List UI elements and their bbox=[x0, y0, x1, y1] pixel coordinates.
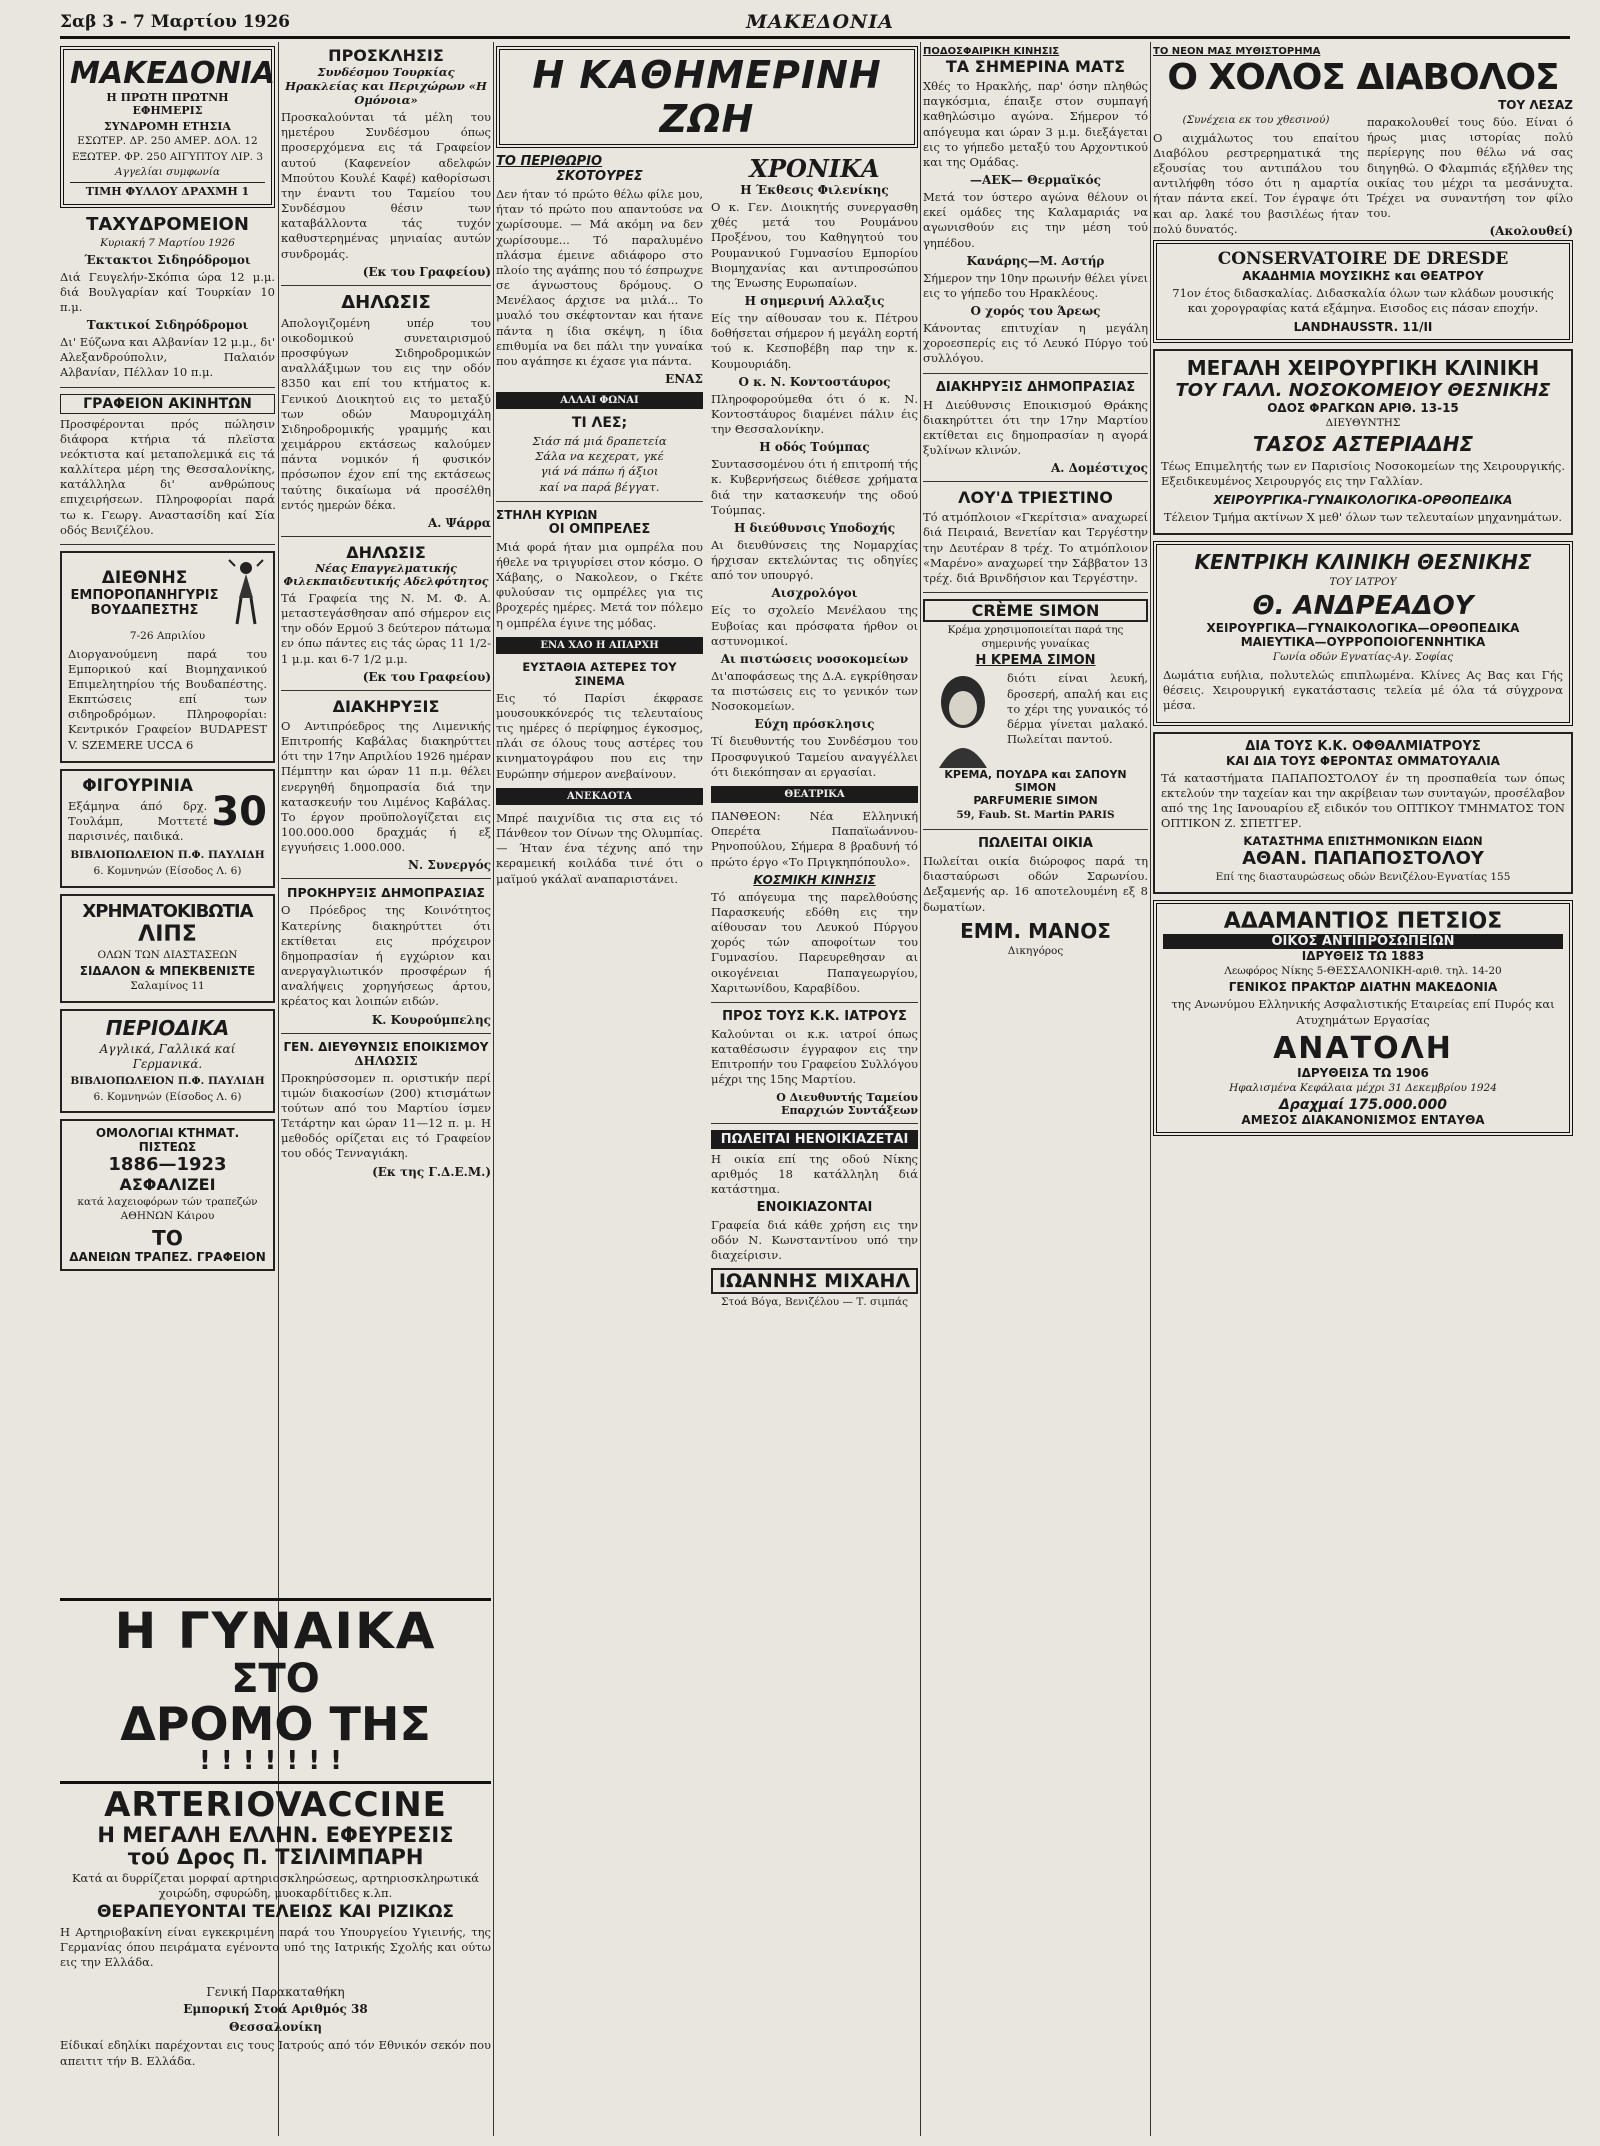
post-sub: Τακτικοί Σιδηρόδρομοι bbox=[86, 318, 249, 333]
column-5 bbox=[1153, 46, 1573, 2136]
theatre-banner: ΘΕΑΤΡΙΚΑ bbox=[711, 786, 918, 803]
clinic2-text: Δωμάτια ευήλια, πολυτελώς επιπλωμένα. Κλίνες Ας Βας και Γής θέσεις. Χειρουργική εγκατάστασις τελεία μέ όλα τά σύγχρονα μέσα. bbox=[1163, 667, 1563, 713]
auction-sig: Α. Δομέστιχος bbox=[1051, 461, 1148, 476]
issue-price: ΤΙΜΗ ΦΥΛΛΟΥ ΔΡΑΧΜΗ 1 bbox=[70, 182, 265, 198]
declaration-title: ΓΕΝ. ΔΙΕΥΘΥΝΣΙΣ ΕΠΟΙΚΙΣΜΟΥ bbox=[283, 1039, 489, 1054]
declaration-sig: Κ. Κουρούμπελης bbox=[371, 1012, 491, 1027]
figurine-text: Εξάμηνα άπό δρχ. Τουλάμπ, Μοττετέ παρισινές, παιδικά. bbox=[68, 798, 208, 844]
chronicle-head: Η οδός Τούμπας bbox=[759, 440, 870, 455]
insurance-text: κατά λαχειοφόρων τών τραπεζών ΑΘΗΝΩΝ Κάιρου bbox=[77, 1196, 258, 1222]
petsios-year: ΙΔΡΥΘΕΙΣ ΤΩ 1883 bbox=[1301, 948, 1425, 963]
lady-portrait-icon bbox=[923, 668, 1003, 768]
insurance-years: 1886—1923 bbox=[108, 1154, 227, 1176]
periphery-title: ΣΚΟΤΟΥΡΕΣ bbox=[556, 169, 643, 184]
lloyd-title: ΛΟΥ'Δ ΤΡΙΕΣΤΙΝΟ bbox=[958, 488, 1113, 508]
column-rule bbox=[493, 42, 494, 2136]
rent-title: ΕΝΟΙΚΙΑΖΟΝΤΑΙ bbox=[756, 1200, 873, 1216]
cinema-banner: ΕΝΑ ΧΑΟ Η ΑΠΑΡΧΗ bbox=[496, 637, 703, 654]
umbrellas-title: ΟΙ ΟΜΠΡΕΛΕΣ bbox=[548, 521, 651, 537]
clinic1-doctor: ΤΑΣΟΣ ΑΣΤΕΡΙΑΔΗΣ bbox=[1252, 432, 1474, 457]
lloyd-text: Τό ατμόπλοιον «Γκερίτσια» αναχωρεί διά Πειραιά, Βενετίαν και Τεργέστην την Δευτέραν 8 τρέχ. Το ατμόπλοιον «Μαρένο» αναχωρεί την Σάββατον 13 τρέχ. διά Βρινδήσιον και Τεργέστην. bbox=[923, 510, 1148, 585]
fair-dates: 7-26 Απριλίου bbox=[129, 629, 206, 642]
clinic1-sub: ΤΟΥ ΓΑΛΛ. ΝΟΣΟΚΟΜΕΙΟΥ ΘΕΣΝΙΚΗΣ bbox=[1175, 379, 1551, 401]
matches-text: Χθές το Ηρακλής, παρ' όσην πληθώς παγκόσμια, έπαιξε στον συμπαγή καθηλώσιμο αγώνα. Σήμερον τό απόγευμα και ώραν 3 μ.μ. διεξάγεται εις το γήπεδο μεταξύ του Αρχοντικού και της Ομάδας. bbox=[923, 79, 1148, 169]
figurine-title: ΦΙΓΟΥΡΙΝΙΑ bbox=[82, 775, 194, 796]
declaration-sig: (Εκ της Γ.Δ.Ε.Μ.) bbox=[372, 1164, 491, 1179]
chronicles-title: ΧΡΟΝΙΚΑ bbox=[749, 154, 880, 183]
ioannis-name: ΙΩΑΝΝΗΣ ΜΙΧΑΗΛ bbox=[711, 1268, 918, 1294]
realestate-title: ΓΡΑΦΕΙΟΝ ΑΚΙΝΗΤΩΝ bbox=[60, 394, 275, 414]
subscription-title: ΣΥΝΔΡΟΜΗ ΕΤΗΣΙΑ bbox=[104, 120, 231, 133]
woman-sub2: ΔΡΟΜΟ ΤΗΣ bbox=[120, 1696, 431, 1751]
clinic2-ad bbox=[1153, 541, 1573, 726]
match-head: —ΑΕΚ— Θερμαϊκός bbox=[970, 173, 1101, 188]
optics-text: Τά καταστήματα ΠΑΠΑΠΟΣΤΟΛΟΥ έν τη προσπαθεία των όπως εκτελούν την ταχείαν και την ακρίβειαν των συνταγών, προσέλαβον από της 1ης Ιανουαρίου εξ ειδικόν του ΟΠΤΙΚΟΥ ΤΜΗΜΑΤΟΣ ΤΟΝ ΟΠΤΙΚΟΝ Ζ. ΣΠΕΤΓΕΡ. bbox=[1161, 770, 1565, 831]
chronicle-text: Δι'αποφάσεως της Δ.Α. εγκρίθησαν τα πιστώσεις εις το γενικόν των Νοσοκομείων. bbox=[711, 668, 918, 714]
clinic1-address: ΟΔΟΣ ΦΡΑΓΚΩΝ ΑΡΙΘ. 13-15 bbox=[1267, 400, 1459, 415]
chronicle-text: Πληροφορούμεθα ότι ό κ. Ν. Κοντοστάυρος διαμένει πάλιν έις την Θεσσαλονίκην. bbox=[711, 391, 918, 437]
figurine-number: 30 bbox=[211, 788, 267, 835]
col3-right bbox=[711, 154, 918, 1311]
column-1 bbox=[60, 46, 275, 1586]
tilas-title: ΤΙ ΛΕΣ; bbox=[571, 415, 628, 432]
periphery-kicker: ΤΟ ΠΕΡΙΘΩΡΙΟ bbox=[496, 154, 603, 169]
invite-title: ΠΡΟΣΚΛΗΣΙΣ bbox=[328, 46, 444, 65]
agency-title: Γενική Παρακαταθήκη bbox=[206, 1984, 345, 1999]
chronicle-text: Ο κ. Γεν. Διοικητής συνεργασθη χθές μετά του Ρουμάνου Προξένου, του Καθηγητού του Ρουμανικού Γυμνασίου Εμπορίου Βιομηχανίας και αντιπροσώπου της Ένωσης Ευρωπαίων. bbox=[711, 200, 918, 290]
tilas-banner: ΑΛΛΑΙ ΦΩΝΑΙ bbox=[496, 392, 703, 409]
declaration-sub: ΔΗΛΩΣΙΣ bbox=[354, 1053, 418, 1068]
creme-title: CRÈME SIMON bbox=[923, 599, 1148, 622]
safes-address: Σαλαμίνος 11 bbox=[130, 980, 205, 993]
petsios-general: ΓΕΝΙΚΟΣ ΠΡΑΚΤΩΡ ΔΙΑΤΗΝ ΜΑΚΕΔΟΝΙΑ bbox=[1228, 980, 1498, 995]
petsios-text: της Ανωνύμου Ελληνικής Ασφαλιστικής Εταιρείας επί Πυρός και Ατυχημάτων Εργασίας bbox=[1171, 997, 1555, 1027]
mercury-figure-icon bbox=[225, 558, 267, 628]
novel-intro: (Συνέχεια εκ του χθεσινού) bbox=[1182, 114, 1330, 126]
cinema-text: Εις τό Παρίσι έκφρασε μουσουκκόνερός τις τελευταίους τις ημέρες ό περίφημος έγκοσμος, πλάι σε όλους τους αστέρες του κινηματογράφου που εις την Ευρώπην σήμερον ανεβαίνουν. bbox=[496, 690, 703, 781]
arterio-title: ARTERIOVACCINE bbox=[104, 1785, 447, 1826]
optics-sub: ΚΑΙ ΔΙΑ ΤΟΥΣ ΦΕΡΟΝΤΑΣ ΟΜΜΑΤΟΥΑΛΙΑ bbox=[1226, 753, 1500, 768]
declaration-sig: (Εκ του Γραφείου) bbox=[362, 669, 491, 684]
insurance-ad bbox=[60, 1119, 275, 1270]
agency-city: Θεσσαλονίκη bbox=[229, 2019, 322, 2034]
chronicle-text: Τί διευθυντής του Συνδέσμου του Προσφυγικού Ταμείου αναγγέλλει ότι διεκόπησαν αι εργασίαι. bbox=[711, 734, 918, 779]
anecdotes-text: Μπρέ παιχνίδια τις στα εις τό Πάνθεον τον Οίνων της Ολυμπίας. — Ήταν ένα τέχνης από την κεραμεική κοιλάδα τινέ ότι ο μαϊμού γκάλαϊ αναπαριστάνει. bbox=[496, 810, 703, 886]
creme-address: 59, Faub. St. Martin PARIS bbox=[956, 809, 1115, 822]
clinic1-spec: ΧΕΙΡΟΥΡΓΙΚΑ-ΓΥΝΑΙΚΟΛΟΓΙΚΑ-ΟΡΘΟΠΕΔΙΚΑ bbox=[1213, 492, 1513, 507]
petsios-sub: ΟΙΚΟΣ ΑΝΤΙΠΡΟΣΩΠΕΙΩΝ bbox=[1163, 934, 1563, 949]
ioannis-address: Στοά Βόγα, Βενιζέλου — Τ. σιμπάς bbox=[720, 1295, 909, 1308]
realestate-text: Προσφέρονται πρός πώλησιν διάφορα κτήρια τά πλεϊστα νεόκτιστα καί μεταπολεμικά εις τά καλλίτερα μέρη της Θεσσαλονίκης, κατάλληλα δι' ανθρώπους επιχειρήσεων. Πληροφορίαι παρά τω κ. Γεωργ. Αναστασίδη καί Σία οδός Βενιζέλου. bbox=[60, 416, 275, 537]
fair-title: ΒΟΥΔΑΠΕΣΤΗΣ bbox=[90, 602, 199, 618]
periodicals-ad bbox=[60, 1009, 275, 1113]
match-head: Κανάρης—Μ. Αστήρ bbox=[966, 253, 1105, 268]
subscription-line: ΕΞΩΤΕΡ. ΦΡ. 250 ΑΙΓΥΠΤΟΥ ΛΙΡ. 3 bbox=[71, 150, 264, 163]
masthead-subtitle: Η ΠΡΩΤΗ ΠΡΩΤΝΗ ΕΦΗΜΕΡΙΣ bbox=[106, 91, 229, 117]
match-text: Κάνοντας επιτυχίαν η μεγάλη χοροεσπερίς εις τό Λευκό Πύργο τού συλλόγου. bbox=[923, 321, 1148, 366]
dresden-title: CONSERVATOIRE DE DRESDE bbox=[1217, 249, 1509, 270]
woman-dots: !!!!!!! bbox=[198, 1745, 352, 1776]
creme-brand2: PARFUMERIE SIMON bbox=[973, 794, 1098, 808]
chronicle-text: Αι διευθύνσεις της Νομαρχίας ήρχισαν εκτελώντας τις οδηγίες από τον υπουργό. bbox=[711, 537, 918, 583]
social-title: ΚΟΣΜΙΚΗ ΚΙΝΗΣΙΣ bbox=[753, 872, 876, 887]
optics-shop: ΚΑΤΑΣΤΗΜΑ ΕΠΙΣΤΗΜΟΝΙΚΩΝ ΕΙΔΩΝ bbox=[1243, 834, 1483, 849]
insurance-to: ΤΟ bbox=[152, 1225, 183, 1250]
insurance-sub: ΑΣΦΑΛΙΖΕΙ bbox=[119, 1175, 216, 1195]
daily-life-masthead bbox=[496, 46, 918, 148]
declaration-title: ΠΡΟΚΗΡΥΞΙΣ ΔΗΜΟΠΡΑΣΙΑΣ bbox=[287, 885, 485, 901]
creme-text: διότι είναι λευκή, δροσερή, απαλή και εις το χέρι της γυναικός τό δέρμα γίνεται μαλακό. Πωλείται παντού. bbox=[1007, 671, 1148, 747]
manos-name: ΕΜΜ. ΜΑΝΟΣ bbox=[960, 918, 1111, 943]
novel-text: Ο αιχμάλωτος του επαίτου Διαβόλου ρεστρερηματικά της εξουσίας του αντιπάλου του αντιλήφθη τόσο ότι η αμαρτία ήταν πάντα εκεί. Τον έγραψε ότι και αρ. λακέ του βασιλέως ήταν πολύ δυνατός. bbox=[1153, 130, 1359, 236]
post-text: Δι' Εύζωνα και Αλβανίαν 12 μ.μ., δι' Αλεξανδρούπολιν, Παλαιόν Αλβανίαν, Πέλλαν 10 π.μ. bbox=[60, 335, 275, 380]
novel-kicker: ΤΟ ΝΕΟΝ ΜΑΣ ΜΥΘΙΣΤΟΡΗΜΑ bbox=[1153, 46, 1321, 57]
arterio-doctor: τού Δρος Π. ΤΣΙΛΙΜΠΑΡΗ bbox=[127, 1844, 424, 1869]
arterio-text: Η Αρτηριοβακίνη είναι εγκεκριμένη παρά του Υπουργείου Υγιεινής, της Γερμανίας όπου πειράματα εγένοντο υπό της Ιατρικής Σχολής και ούτω εις την Ελλάδα. bbox=[60, 1925, 491, 1970]
declaration-text: Ο Πρόεδρος της Κοινότητος Κατερίνης διακηρύττει ότι εκτίθεται εις πρόχειρον δημοπρασίαν ή εγχώριον και ανεργαγλιωτικόν προσφέρων ή αναλήψεις χορηγήσεως άρτου, κρέατος και λοιπών ειδών. bbox=[281, 903, 491, 1009]
auction-title: ΔΙΑΚΗΡΥΞΙΣ ΔΗΜΟΠΡΑΣΙΑΣ bbox=[935, 379, 1136, 395]
safes-text: ΟΛΩΝ ΤΩΝ ΔΙΑΣΤΑΣΕΩΝ bbox=[97, 948, 238, 961]
petsios-ad bbox=[1153, 900, 1573, 1137]
optics-address: Επί της διασταυρώσεως οδών Βενιζέλου-Εγνατίας 155 bbox=[1215, 871, 1511, 884]
invite-sub: Συνδέσμου Τουρκίας Ηρακλείας και Περιχώρων «Η Ομόνοια» bbox=[285, 65, 487, 107]
creme-brand: ΚΡΕΜΑ, ΠΟΥΔΡΑ και ΣΑΠΟΥΝ SIMON bbox=[944, 768, 1127, 795]
figurine-ad bbox=[60, 769, 275, 888]
dresden-text: 71ον έτος διδασκαλίας. Διδασκαλία όλων των κλάδων μουσικής και χορογραφίας κατά εξάμηνα. Εισοδος εις πάσαν εποχήν. bbox=[1172, 286, 1554, 316]
chronicle-text: Συντασσομένου ότι ή επιτροπή τής κ. Κυβερνήσεως διέθεσε χρήματα διά την κατασκευήν της οδού Τούμπας. bbox=[711, 457, 918, 517]
column-3 bbox=[496, 46, 918, 2136]
cinema-title: ΕΥΣΤΑΘΙΑ ΑΣΤΕΡΕΣ ΤΟΥ ΣΙΝΕΜΑ bbox=[522, 659, 677, 688]
clinic2-spec: ΧΕΙΡΟΥΡΓΙΚΑ—ΓΥΝΑΙΚΟΛΟΓΙΚΑ—ΟΡΘΟΠΕΔΙΚΑ bbox=[1206, 621, 1520, 636]
ladies-column-title: ΣΤΗΛΗ ΚΥΡΙΩΝ bbox=[496, 507, 598, 522]
column-2 bbox=[281, 46, 491, 1586]
match-text: Μετά τον ύστερο αγώνα θέλουν οι εκεί ομάδες της Καλαμαριάς να αγωνισθούν εις την μέση τού γηπέδου. bbox=[923, 190, 1148, 250]
daily-life-title: Η ΚΑΘΗΜΕΡΙΝΗ ΖΩΗ bbox=[532, 53, 882, 141]
woman-sub: ΣΤΟ bbox=[231, 1655, 320, 1702]
arterio-cure: ΘΕΡΑΠΕΥΟΝΤΑΙ ΤΕΛΕΙΩΣ ΚΑΙ ΡΙΖΙΚΩΣ bbox=[96, 1902, 455, 1923]
post-schedule bbox=[60, 214, 275, 381]
fair-title: ΔΙΕΘΝΗΣ bbox=[101, 567, 188, 588]
sale-text: Η οικία επί της οδού Νίκης αριθμός 18 κατάλληλη διά κατάστημα. bbox=[711, 1151, 918, 1196]
anatoli-foot: ΑΜΕΣΟΣ ΔΙΑΚΑΝΟΝΙΣΜΟΣ ΕΝΤΑΥΘΑ bbox=[1241, 1113, 1485, 1128]
declaration-title: ΔΗΛΩΣΙΣ bbox=[346, 542, 426, 562]
arterio-sub: Η ΜΕΓΑΛΗ ΕΛΛΗΝ. ΕΦΕΥΡΕΣΙΣ bbox=[97, 1822, 454, 1847]
periodicals-text: Αγγλικά, Γαλλικά καί Γερμανικά. bbox=[99, 1041, 236, 1072]
post-title: ΤΑΧΥΔΡΟΜΕΙΟΝ bbox=[86, 213, 249, 235]
agency-address: Εμπορική Στοά Αριθμός 38 bbox=[183, 2002, 368, 2017]
woman-ad bbox=[60, 1598, 491, 1775]
clinic2-title: ΚΕΝΤΡΙΚΗ ΚΛΙΝΙΚΗ ΘΕΣΝΙΚΗΣ bbox=[1194, 549, 1532, 574]
safes-ad bbox=[60, 894, 275, 1003]
house-sale-title: ΠΩΛΕΙΤΑΙ ΟΙΚΙΑ bbox=[978, 836, 1093, 852]
clinic1-ad bbox=[1153, 349, 1573, 535]
page-header bbox=[60, 8, 1570, 39]
post-date: Κυριακή 7 Μαρτίου 1926 bbox=[100, 236, 235, 249]
insurance-office: ΔΑΝΕΙΩΝ ΤΡΑΠΕΖ. ΓΡΑΦΕΙΟΝ bbox=[69, 1249, 266, 1264]
post-text: Διά Γευγελήν-Σκόπια ώρα 12 μ.μ. διά Βουλγαρίαν καί Τουρκίαν 10 π.μ. bbox=[60, 269, 275, 314]
novel-author: ΤΟΥ ΛΕΣΑΖ bbox=[1498, 98, 1573, 112]
periodicals-address: 6. Κομνηνών (Είσοδος Λ. 6) bbox=[93, 1090, 242, 1103]
declaration-sub: Νέας Επαγγελματικής Φιλεκπαιδευτικής Αδελφότητος bbox=[283, 561, 489, 588]
chronicle-head: Η σημερινή Αλλαξις bbox=[744, 294, 885, 309]
clinic1-title: ΜΕΓΑΛΗ ΧΕΙΡΟΥΡΓΙΚΗ ΚΛΙΝΙΚΗ bbox=[1186, 355, 1540, 380]
subscription-line: ΕΣΩΤΕΡ. ΔΡ. 250 ΑΜΕΡ. ΔΟΛ. 12 bbox=[77, 135, 258, 147]
anatoli-amount: Δραχμαί 175.000.000 bbox=[1278, 1097, 1448, 1114]
column-rule bbox=[1150, 42, 1151, 2136]
masthead-box bbox=[60, 46, 275, 208]
optics-title: ΔΙΑ ΤΟΥΣ Κ.Κ. ΟΦΘΑΛΜΙΑΤΡΟΥΣ bbox=[1245, 738, 1481, 754]
bottom-ads bbox=[60, 1598, 491, 2138]
clinic1-dir: ΔΙΕΥΘΥΝΤΗΣ bbox=[1325, 416, 1401, 429]
chronicle-head: Η Έκθεσις Φιλενίκης bbox=[740, 183, 889, 197]
chronicle-text: Είς το σχολείο Μενέλαου της Ευβοίας και πρόσφατα ήρθον οι αστυνομικοί. bbox=[711, 603, 918, 648]
declaration-title: ΔΙΑΚΗΡΥΞΙΣ bbox=[332, 696, 440, 716]
header-date: Σαβ 3 - 7 Μαρτίου 1926 bbox=[60, 12, 291, 32]
petsios-address: Λεωφόρος Νίκης 5-ΘΕΣΣΑΛΟΝΙΚΗ-αριθ. τηλ. 14-20 bbox=[1224, 964, 1502, 977]
novel-title: Ο ΧΟΛΟΣ ΔΙΑΒΟΛΟΣ bbox=[1167, 57, 1559, 98]
declaration-title: ΔΗΛΩΣΙΣ bbox=[341, 291, 431, 313]
clinic2-doctor: Θ. ΑΝΔΡΕΑΔΟΥ bbox=[1252, 591, 1474, 622]
manos-title: Δικηγόρος bbox=[1007, 944, 1064, 957]
house-sale-text: Πωλείται οικία διώροφος παρά τη διασταύρωσι οδών Σαρωνίου. Δεξαμενής αρ. 16 αποτελουμένη εξ 8 δωματίων. bbox=[923, 854, 1148, 914]
declaration-sig: Ν. Συνεργός bbox=[408, 858, 491, 873]
chronicle-head: Η διεύθυνσις Υποδοχής bbox=[733, 520, 896, 535]
safes-brand: ΛΙΠΣ bbox=[138, 921, 197, 947]
anecdotes-banner: ΑΝΕΚΔΟΤΑ bbox=[496, 788, 703, 805]
fair-text: Διοργανούμενη παρά του Εμπορικού καί Βιομηχανικού Επιμελητηρίου τής Βουδαπέστης. Εκπτώσεις επί των σιδηροδρόμων. Πληροφορίαι: Κεντρικόν Γραφείον BUDAPEST V. SZEMERE UCCA 6 bbox=[68, 646, 267, 752]
invite-sig: (Εκ του Γραφείου) bbox=[362, 264, 491, 279]
novel-text: παρακολουθεί τους δύο. Είναι ό ήρως μιας ιστορίας πολύ περίεργης που θέλω νά σας διηγηθώ. Ο Φλαμπιάς εξήλθεν της οικίας του μέχρι τα μεσάνυχτα. Τρέχει να συναντήση τον φίλο του. bbox=[1367, 115, 1573, 221]
tilas-text: Σιάσ πά μιά δραπετεία Σάλα να κεχερατ, γκέ γιά νά πάπω ή άξιοι καί να παρά βέγγατ. bbox=[532, 434, 667, 494]
ads-note: Αγγελίαι συμφωνία bbox=[115, 166, 220, 179]
dresden-address: LANDHAUSSTR. 11/II bbox=[1293, 319, 1433, 334]
masthead-title: ΜΑΚΕΔΟΝΙΑ bbox=[70, 56, 275, 91]
dresden-sub: ΑΚΑΔΗΜΙΑ ΜΟΥΣΙΚΗΣ και ΘΕΑΤΡΟΥ bbox=[1242, 269, 1484, 284]
chronicle-head: Εύχη πρόσκλησις bbox=[754, 717, 875, 732]
doctors-title: ΠΡΟΣ ΤΟΥΣ Κ.Κ. ΙΑΤΡΟΥΣ bbox=[722, 1008, 907, 1024]
match-head: Ο χορός του Άρεως bbox=[970, 304, 1101, 319]
anatoli-year: ΙΔΡΥΘΕΙΣΑ ΤΩ 1906 bbox=[1297, 1065, 1429, 1080]
rent-text: Γραφεία διά κάθε χρήση εις την οδόν Ν. Κωνσταντίνου υπό την διαχείρισιν. bbox=[711, 1218, 918, 1263]
theatre-text: ΠΑΝΘΕΟΝ: Νέα Ελληνική Οπερέτα Παπαϊωάννου-Ρηνοπούλου, Σήμερα 8 βραδυνή τό πρώτο έργο «Το Πριγκηπόπουλο». bbox=[711, 808, 918, 869]
clinic1-text: Τέως Επιμελητής των εν Παρισίοις Νοσοκομείων της Χειρουργικής. Εξειδικευμένος Χειρουργός εις την Γαλλίαν. bbox=[1161, 459, 1565, 489]
creme-name: Η ΚΡΕΜΑ ΣΙΜΟΝ bbox=[975, 653, 1096, 669]
auction-text: Η Διεύθυνσις Εποικισμού Θράκης διακηρύττει ότι την 17ην Μαρτίου εκτίθεται εις δημοπρασίαν η αγορά ξυλίνων κλινών. bbox=[923, 397, 1148, 458]
clinic2-address: Γωνία οδών Εγνατίας-Αγ. Σοφίας bbox=[1272, 651, 1454, 664]
declaration-sig: Α. Ψάρρα bbox=[427, 515, 491, 530]
novel-continue: (Ακολουθεί) bbox=[1489, 224, 1573, 239]
football-kicker: ΠΟΔΟΣΦΑΙΡΙΚΗ ΚΙΝΗΣΙΣ bbox=[923, 46, 1060, 57]
doctors-sig: Ο Διευθυντής Ταμείου Επαρχιών Συντάξεων bbox=[776, 1090, 918, 1117]
arteriovaccine-ad bbox=[60, 1781, 491, 2069]
chronicle-head: Αι πιστώσεις νοσοκομείων bbox=[720, 651, 909, 666]
social-text: Τό απόγευμα της παρελθούσης Παρασκευής εδόθη εις την αίθουσαν του Λευκού Πύργου χορός τών αποφοίτων του Γυμνασίου. Παρευρεθησαν αι οικογένειαι Παπαγεωργίου, Χαριτωνίδου, Καραβίδου. bbox=[711, 889, 918, 995]
col3-left bbox=[496, 154, 703, 1311]
match-text: Σήμερον την 10ην πρωινήν θέλει γίνει εις το γήπεδο του Ηρακλέους. bbox=[923, 270, 1148, 300]
clinic1-foot: Τέλειον Τμήμα ακτίνων Χ μεθ' όλων των τελευταίων μηχανημάτων. bbox=[1163, 509, 1563, 524]
column-4 bbox=[923, 46, 1148, 2136]
sale-title: ΠΩΛΕΙΤΑΙ ΗΕΝΟΙΚΙΑΖΕΤΑΙ bbox=[711, 1130, 918, 1149]
periodicals-title: ΠΕΡΙΟΔΙΚΑ bbox=[105, 1015, 230, 1040]
figurine-address: 6. Κομνηνών (Είσοδος Λ. 6) bbox=[93, 864, 242, 877]
clinic2-spec2: ΜΑΙΕΥΤΙΚΑ—ΟΥΡΡΟΠΟΙΟΓΕΝΝΗΤΙΚΑ bbox=[1240, 635, 1486, 650]
dresden-ad bbox=[1153, 240, 1573, 342]
woman-title: Η ΓΥΝΑΙΚΑ bbox=[114, 1602, 437, 1660]
declaration-text: Ο Αντιπρόεδρος της Λιμενικής Επιτροπής Καβάλας διακηρύττει ότι την 17ην Απριλίου 1926 ημέραν Πέμπτην και ώραν 11 π.μ. θέλει ενεργηθή δημοπρασία διά την κατασκευήν του Λιμένος Καβάλας. Το έργον προϋπολογίζεται εις 100.000.000 δραχμάς ή εξ εγγυήσεις 1.000.000. bbox=[281, 718, 491, 855]
chronicle-head: Αισχρολόγοι bbox=[771, 586, 858, 601]
agency-foot: Είδικαί εδηλίκι παρέχονται εις τους Ιατρούς από τόν Εθνικόν σεκόν που απειτιτ τήν Β. Ελλάδα. bbox=[60, 2038, 491, 2068]
insurance-title: ΟΜΟΛΟΓΙΑΙ ΚΤΗΜΑΤ. ΠΙΣΤΕΩΣ bbox=[95, 1126, 240, 1155]
declaration-text: Απολογιζομένη υπέρ του οικοδομικού συνεταιρισμού προσφύγων Σιδηροδρομικών αναλλάξιμων του εις την οδόν 8350 και επί του κτήματος κ. Γενικού Διοικητού εις το μεταξύ των οδών Μαυρομιχάλη Σιδηροδρομικής γραμμής και χειμάρρου εκτάσεως καλούμεν πάντα νομικόν ή φυσικόν πρόσωπον έχον επί της εκτάσεως ταύτης δικαίωμα νά προσέλθη εντός ημερών δέκα. bbox=[281, 315, 491, 512]
declaration-text: Τά Γραφεία της Ν. Μ. Φ. Α. μεταστεγάσθησαν από σήμερον εις την οδόν Ερμού 3 δεύτερον πάτωμα εν όπω πάντες εις τάς ώρας 11 1/2-1 μ.μ. και 6-7 1/2 μ.μ. bbox=[281, 590, 491, 666]
optics-name: ΑΘΑΝ. ΠΑΠΑΠΟΣΤΟΛΟΥ bbox=[1242, 848, 1484, 870]
doctors-text: Καλούνται οι κ.κ. ιατροί όπως καταθέσωσιν έγγραφον εις την Επιτροπήν του Γραφείου Συλλόγου μέχρι της 15ης Μαρτίου. bbox=[711, 1026, 918, 1087]
fair-title: ΕΜΠΟΡΟΠΑΝΗΓΥΡΙΣ bbox=[70, 587, 219, 603]
post-sub: Έκτακτοι Σιδηρόδρομοι bbox=[84, 252, 251, 267]
safes-shop: ΣΙΔΑΛΟΝ & ΜΠΕΚΒΕΝΙΣΤΕ bbox=[79, 964, 256, 979]
header-name: ΜΑΚΕΔΟΝΙΑ bbox=[745, 11, 895, 33]
chronicle-text: Είς την αίθουσαν του κ. Πέτρου δοθήσεται σήμερον ή μεγάλη εορτή τού κ. Κεσποβέβη παρ την κ. Κουμουριάδη. bbox=[711, 311, 918, 371]
declaration-text: Προκηρύσσομεν π. οριστικήν περί τιμών διακοσίων (200) κτισμάτων τούτων από του Μαρτίου ίσμεν Τετάρτην και ώραν 11—12 π. μ. Η μεθοδός ορίζεται εις τό Γραφείον του οδός Τενναγιάκη. bbox=[281, 1070, 491, 1161]
chronicle-head: Ο κ. Ν. Κοντοστάυρος bbox=[738, 374, 891, 389]
arterio-text: Κατά αι δυρρίζεται μορφαί αρτηριοσκληρώσεως, αρτηριοσκληρωτικά χοιρώδη, σφυρώδη, μυοκαρδίτιδες κ.λπ. bbox=[71, 1870, 480, 1901]
creme-sub: Κρέμα χρησιμοποιείται παρά της σημερινής γυναίκας bbox=[947, 624, 1124, 650]
optics-ad bbox=[1153, 732, 1573, 894]
periphery-sign: ΕΝΑΣ bbox=[665, 372, 703, 387]
invite-text: Προσκαλούνται τά μέλη του ημετέρου Συνδέσμου όπως προσερχόμενα εις τά Γραφείον αυτού (Καφενείον αδελφών Μπούτου Κουλέ Καφέ) καθορίσωσι την έναντι του Ταμείου του Συνδέσμου θέσιν των καταβάλλοντα τάς τυχόν καθυστερημένας μηνιαίας αυτών συνδρομάς. bbox=[281, 110, 491, 261]
petsios-title: ΑΔΑΜΑΝΤΙΟΣ ΠΕΤΣΙΟΣ bbox=[1223, 908, 1503, 934]
matches-title: ΤΑ ΣΗΜΕΡΙΝΑ ΜΑΤΣ bbox=[945, 57, 1126, 76]
realestate-ad bbox=[60, 394, 275, 538]
anatoli-name: ΑΝΑΤΟΛΗ bbox=[1273, 1030, 1453, 1066]
safes-title: ΧΡΗΜΑΤΟΚΙΒΩΤΙΑ bbox=[82, 900, 253, 922]
periphery-text: Δεν ήταν τό πρώτο θέλω φίλε μου, ήταν τό πρώτο που απαντούσε να χωρίσουμε. — Μά ακόμη να δεν χωρίσουμε... Τό παραλυμένο πλάσμα έμεινε αδιάφορο στο πλοίο της αγάπης που τό έσπρωχνε σε άγνωστους δρόμους. Ο Μενέλαος άρχισε να μιλά... Το μυαλό του σκέφτονταν και ήτανε πάντα η ίδια σκέψη, η ίδια επιθυμία να δει πάλι την γυναίκα που αγάπησε κι έχασε για πάντα. bbox=[496, 187, 703, 368]
umbrellas-text: Μιά φορά ήταν μια ομπρέλα που ήθελε να τριγυρίσει στον κόσμο. Ο Χάβαης, ο Νακολεον, ο Γκέτε φυλούσαν τις ομπρέλες για τις βροχερές ημέρες. Μετά τον πόλεμο η ομπρέλα έγινε της μόδας. bbox=[496, 539, 703, 630]
clinic2-sub: ΤΟΥ ΙΑΤΡΟΥ bbox=[1329, 575, 1397, 588]
anatoli-text: Ηφαλισμένα Κεφάλαια μέχρι 31 Δεκεμβρίου 1924 bbox=[1229, 1081, 1497, 1094]
figurine-shop: ΒΙΒΛΙΟΠΩΛΕΙΟΝ Π.Φ. ΠΑΥΛΙΔΗ bbox=[70, 849, 265, 862]
periodicals-shop: ΒΙΒΛΙΟΠΩΛΕΙΟΝ Π.Φ. ΠΑΥΛΙΔΗ bbox=[70, 1075, 265, 1088]
fair-ad bbox=[60, 551, 275, 763]
column-rule bbox=[920, 42, 921, 2136]
